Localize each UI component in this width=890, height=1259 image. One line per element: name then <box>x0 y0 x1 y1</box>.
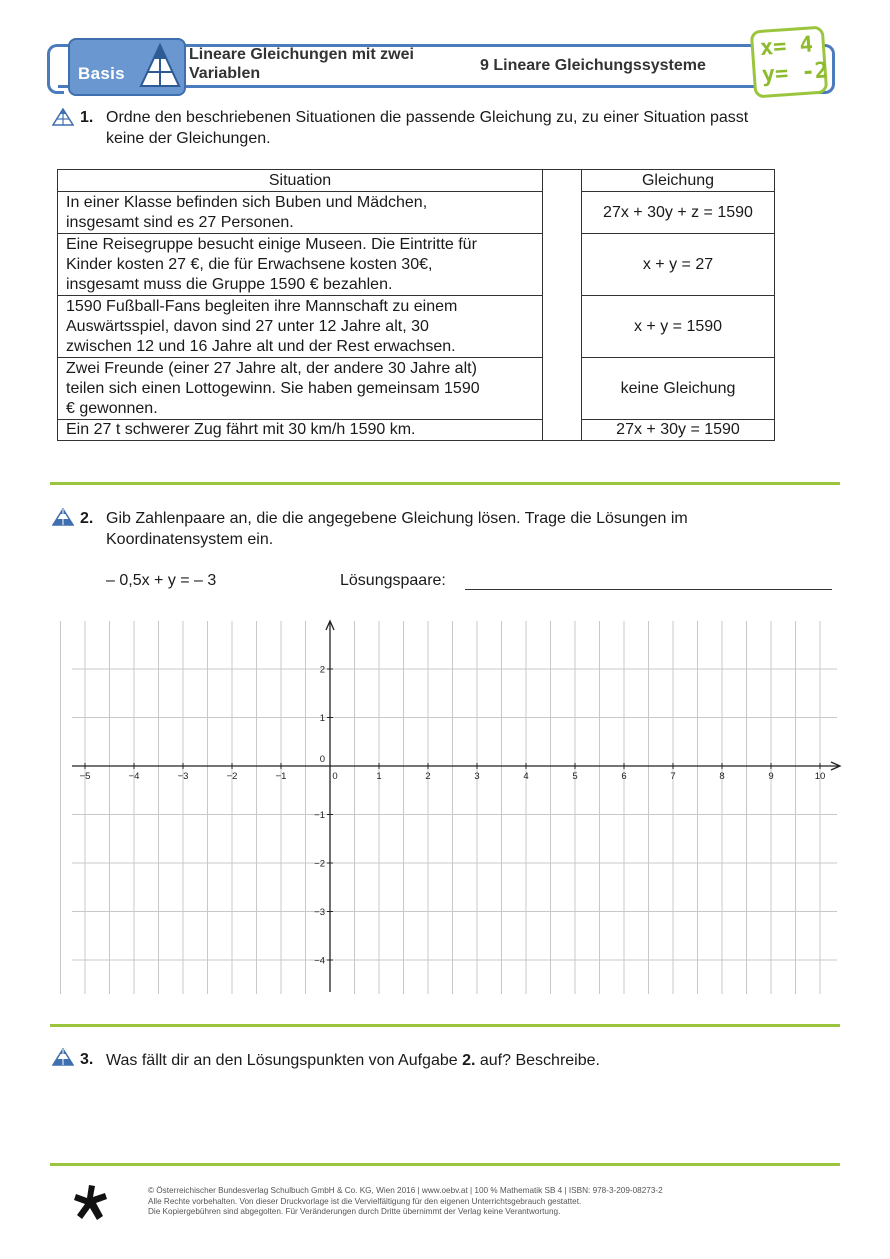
task-3-answer-area[interactable] <box>106 1080 836 1150</box>
x-tick-label: 5 <box>572 771 578 782</box>
situation-line: teilen sich einen Lottogewinn. Sie haben gemeinsam 1590 <box>66 379 480 397</box>
solution-pairs-label: Lösungspaare: <box>340 572 446 589</box>
situation-line: Eine Reisegruppe besucht einige Museen. Die Eintritte für <box>66 235 477 253</box>
y-tick-label: −1 <box>314 810 325 821</box>
task-1-number: 1. <box>80 109 94 126</box>
copyright-notice <box>148 1186 828 1218</box>
difficulty-pyramid-icon <box>52 508 74 526</box>
situation-cell <box>58 192 543 234</box>
solution-pairs-answer-line[interactable] <box>465 589 832 590</box>
task-3-text <box>106 1050 600 1071</box>
situation-line: Zwei Freunde (einer 27 Jahre alt, der andere 30 Jahre alt) <box>66 359 477 377</box>
copyright-line: © Österreichischer Bundesverlag Schulbuch GmbH & Co. KG, Wien 2016 | www.oebv.at | 100 % Mathematik SB 4 | ISBN: 978-3-209-08273-2 <box>148 1186 663 1195</box>
situation-line: insgesamt sind es 27 Personen. <box>66 213 294 231</box>
y-tick-label: 0 <box>319 754 325 765</box>
basis-label: Basis <box>78 64 125 83</box>
x-tick-label: 3 <box>474 771 480 782</box>
x-tick-label: 9 <box>768 771 774 782</box>
y-tick-label: −2 <box>314 858 325 870</box>
equation-cell: 27x + 30y = 1590 <box>582 420 775 441</box>
table-row <box>58 234 775 296</box>
task-3-text-post: auf? Beschreibe. <box>475 1052 600 1069</box>
x-tick-label: −4 <box>128 771 140 782</box>
section-separator <box>50 1024 840 1027</box>
situation-line: 1590 Fußball-Fans begleiten ihre Mannschaft zu einem <box>66 297 458 315</box>
difficulty-pyramid-icon <box>52 108 74 126</box>
pyramid-logo-icon <box>138 42 182 90</box>
situation-line: In einer Klasse befinden sich Buben und Mädchen, <box>66 193 428 211</box>
situation-line: Kinder kosten 27 €, die für Erwachsene kosten 30€, <box>66 255 433 273</box>
x-tick-label: 2 <box>425 771 431 782</box>
worksheet-title-line-2: Variablen <box>189 65 261 82</box>
table-header-situation: Situation <box>58 170 543 192</box>
x-tick-label: −3 <box>177 771 189 782</box>
situation-line: € gewonnen. <box>66 399 158 417</box>
difficulty-pyramid-icon <box>52 1048 74 1066</box>
x-tick-label: −5 <box>79 771 91 782</box>
y-tick-label: −3 <box>314 907 325 918</box>
table-row <box>58 420 775 441</box>
table-row <box>58 358 775 420</box>
situation-cell <box>58 234 543 296</box>
situation-line: Auswärtsspiel, davon sind 27 unter 12 Jahre alt, 30 <box>66 317 429 335</box>
task-2-number: 2. <box>80 510 94 527</box>
table-row <box>58 296 775 358</box>
situation-line: Ein 27 t schwerer Zug fährt mit 30 km/h 1590 km. <box>66 421 416 438</box>
task-3-number: 3. <box>80 1051 94 1068</box>
coordinate-system[interactable] <box>60 615 845 1000</box>
task-2-text-line-1: Gib Zahlenpaare an, die die angegebene Gleichung lösen. Trage die Lösungen im <box>106 510 688 527</box>
x-tick-label: 8 <box>719 771 725 782</box>
task-2-text-line-2: Koordinatensystem ein. <box>106 531 274 548</box>
table-header-equation: Gleichung <box>582 170 775 192</box>
task-2-text <box>106 508 688 550</box>
y-tick-label: −4 <box>314 955 325 967</box>
header-bracket-left <box>47 44 64 94</box>
situation-cell <box>58 420 543 441</box>
y-tick-label: 2 <box>319 664 325 676</box>
task-1-text-line-1: Ordne den beschriebenen Situationen die passende Gleichung zu, zu einer Situation passt <box>106 109 749 126</box>
basis-badge <box>68 38 186 96</box>
situation-cell <box>58 358 543 420</box>
copyright-line: Die Kopiergebühren sind abgegolten. Für Veränderungen durch Dritte übernimmt der Verlag keine Verantwortung. <box>148 1207 561 1216</box>
worksheet-title-line-1: Lineare Gleichungen mit zwei <box>189 46 414 63</box>
matching-gap-column[interactable] <box>543 170 582 441</box>
chapter-title: 9 Lineare Gleichungssysteme <box>480 57 706 74</box>
equation-cell: keine Gleichung <box>582 358 775 420</box>
equation-cell: x + y = 27 <box>582 234 775 296</box>
situation-cell <box>58 296 543 358</box>
copyright-line: Alle Rechte vorbehalten. Von dieser Druckvorlage ist die Vervielfältigung für den eigenen Unterrichtsgebrauch gestattet. <box>148 1196 582 1206</box>
corner-note <box>750 26 829 99</box>
task-3-text-pre: Was fällt dir an den Lösungspunkten von Aufgabe <box>106 1052 463 1069</box>
table-header-row <box>58 170 775 192</box>
publisher-logo-icon <box>72 1183 110 1223</box>
x-tick-label: −1 <box>275 771 287 782</box>
task-2-equation: – 0,5x + y = – 3 <box>106 572 217 589</box>
x-tick-label: −2 <box>226 771 238 782</box>
situation-line: insgesamt muss die Gruppe 1590 € bezahlen. <box>66 275 393 293</box>
x-tick-label: 6 <box>621 771 627 782</box>
x-tick-label: 10 <box>814 771 826 782</box>
matching-table <box>57 169 775 441</box>
x-tick-label: 7 <box>670 771 676 782</box>
situation-line: zwischen 12 und 16 Jahre alt und der Rest erwachsen. <box>66 337 456 355</box>
section-separator <box>50 482 840 485</box>
equation-cell: 27x + 30y + z = 1590 <box>582 192 775 234</box>
corner-note-line-1: x= 4 <box>759 32 814 61</box>
equation-cell: x + y = 1590 <box>582 296 775 358</box>
task-1-text-line-2: keine der Gleichungen. <box>106 130 271 147</box>
corner-note-line-2: y= -2 <box>760 58 829 88</box>
footer-separator <box>50 1163 840 1166</box>
x-tick-label: 1 <box>376 771 382 782</box>
task-1-text <box>106 107 748 149</box>
task-3-text-ref: 2. <box>462 1052 476 1069</box>
x-tick-label: 4 <box>523 771 529 782</box>
table-row <box>58 192 775 234</box>
x-tick-label: 0 <box>332 771 338 782</box>
y-tick-label: 1 <box>319 713 325 724</box>
worksheet-title <box>189 45 459 83</box>
